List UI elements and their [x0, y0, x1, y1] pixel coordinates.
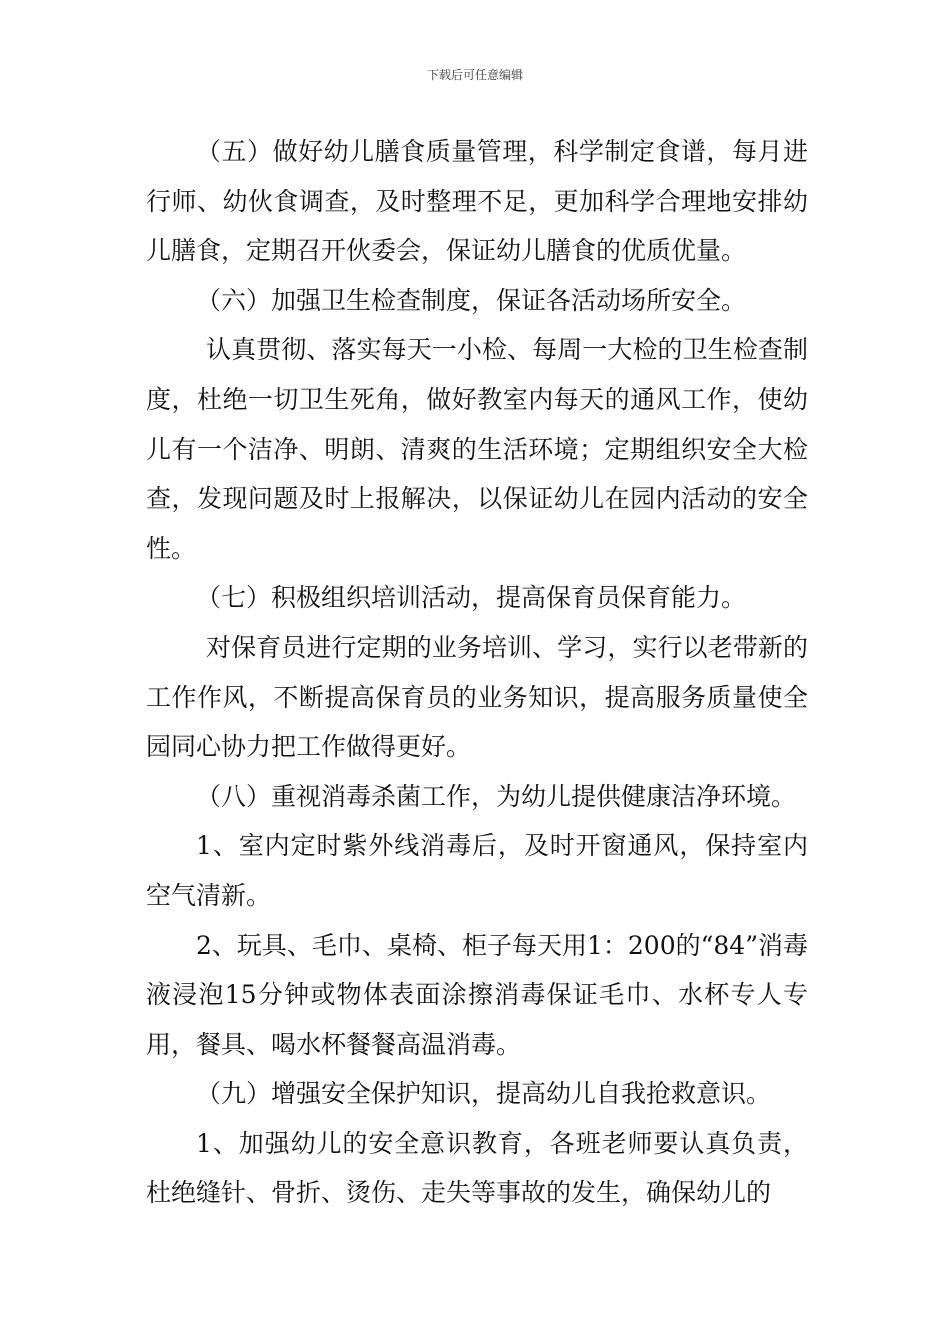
paragraph-training-details: 对保育员进行定期的业务培训、学习，实行以老带新的工作作风，不断提高保育员的业务知识，提高服务质量使全园同心协力把工作做得更好。 — [146, 632, 808, 762]
paragraph-disinfection-item-1: 1、室内定时紫外线消毒后，及时开窗通风，保持室内空气清新。 — [146, 831, 808, 910]
paragraph-5-meal-management: （五）做好幼儿膳食质量管理，科学制定食谱，每月进行师、幼伙食调查，及时整理不足，更加科学合理地安排幼儿膳食，定期召开伙委会，保证幼儿膳食的优质优量。 — [146, 137, 808, 266]
paragraph-7-training-heading: （七）积极组织培训活动，提高保育员保育能力。 — [196, 583, 747, 613]
page-header: 下载后可任意编辑 — [426, 68, 523, 82]
paragraph-8-disinfection-heading: （八）重视消毒杀菌工作，为幼儿提供健康洁净环境。 — [196, 781, 797, 811]
document-body — [146, 127, 808, 1218]
paragraph-disinfection-item-2: 2、玩具、毛巾、桌椅、柜子每天用1：200的“84”消毒液浸泡15分钟或物体表面涂擦消毒保证毛巾、水杯专人专用，餐具、喝水杯餐餐高温消毒。 — [146, 930, 808, 1059]
paragraph-6-hygiene-heading: （六）加强卫生检查制度，保证各活动场所安全。 — [196, 285, 747, 315]
paragraph-hygiene-details: 认真贯彻、落实每天一小检、每周一大检的卫生检查制度，杜绝一切卫生死角，做好教室内每天的通风工作，使幼儿有一个洁净、明朗、清爽的生活环境；定期组织安全大检查，发现问题及时上报解决，以保证幼儿在园内活动的安全性。 — [146, 335, 808, 563]
paragraph-9-safety-heading: （九）增强安全保护知识，提高幼儿自我抢救意识。 — [196, 1079, 772, 1109]
paragraph-safety-item-1: 1、加强幼儿的安全意识教育，各班老师要认真负责，杜绝缝针、骨折、烫伤、走失等事故的发生，确保幼儿的 — [146, 1128, 808, 1208]
